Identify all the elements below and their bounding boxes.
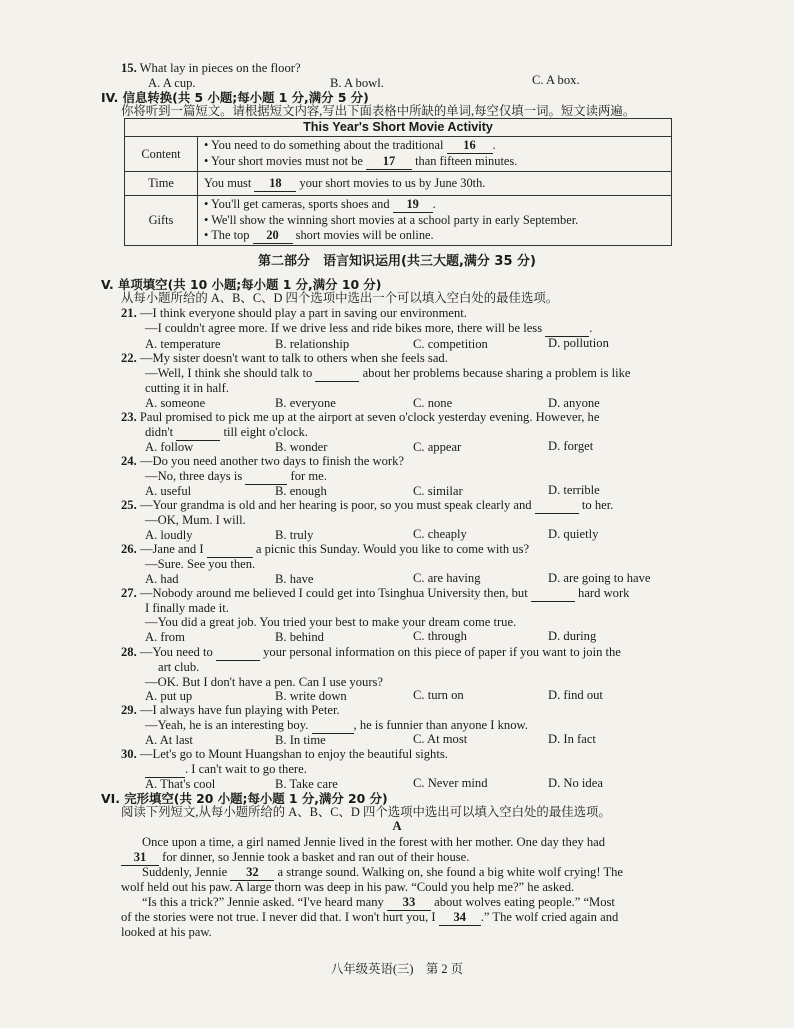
option-b: B. have (275, 572, 314, 586)
blank (312, 718, 354, 734)
option-a: A. put up (145, 689, 193, 703)
option-a: A. A cup. (148, 76, 196, 90)
option-d: D. terrible (548, 483, 600, 497)
option-d: D. In fact (548, 732, 596, 746)
section-5-instruction: 从每小题所给的 A、B、C、D 四个选项中选出一个可以填入空白处的最佳选项。 (121, 291, 559, 305)
question-21: 21. —I think everyone should play a part in saving our environment. (121, 306, 467, 320)
blank (531, 586, 575, 602)
option-c: C. turn on (413, 688, 464, 702)
blank-20: 20 (253, 228, 293, 244)
blank-31: 31 (121, 850, 159, 866)
option-b: B. A bowl. (330, 76, 384, 90)
option-c: C. At most (413, 732, 468, 746)
question-30: 30. —Let's go to Mount Huangshan to enjoy the beautiful sights. (121, 747, 448, 761)
section-4-title: IV. 信息转换(共 5 小题;每小题 1 分,满分 5 分) (101, 90, 369, 105)
blank (245, 469, 287, 485)
option-a: A. At last (145, 733, 193, 747)
option-c: C. similar (413, 484, 463, 498)
question-stem: What lay in pieces on the floor? (139, 61, 301, 75)
exam-page: 15. What lay in pieces on the floor? A. A cup. B. A bowl. C. A box. IV. 信息转换(共 5 小题;每小题 1 分,满分 5 分) 你将听到一篇短文。请根据短文内容,写出下面表格中所缺的单词,每空仅填一词。短文读两遍。 This Year's Short Movie Activity Content • You need to do something about the traditional 16 . • Your short movies must not be 17 than fifteen minutes. Time You must 18 your short movies to us by June 30th. Gifts • You'll get cameras, sports shoes and 19 . • We'll show the winning short movies at a school party in early September. • The top 20 short movies will be online. 第二部分 语言知识运用(共三大题,满分 35 分) V. 单项填空(共 10 小题;每小题 1 分,满分 10 分) 从每小题所给的 A、B、C、D 四个选项中选出一个可以填入空白处的最佳选项。 21. —I think everyone should play a part in saving our environment. —I couldn't agree more. If we drive less and ride bikes more, there will be less . A. temperature B. relationship C. competition D. pollution 22. —My sister doesn't want to talk to others when she feels sad. —Well, I think she should talk to about her problems because sharing a problem is like cutting it in half. A. someone B. everyone C. none D. anyone 23. Paul promised to pick me up at the airport at seven o'clock yesterday evening. However, he didn't till eight o'clock. A. follow B. wonder C. appear D. forget 24. —Do you need another two days to finish the work? —No, three days is for me. A. useful B. enough C. similar D. terrible 25. —Your grandma is old and her hearing is poor, so you must speak clearly and to her. —OK, Mum. I will. A. loudly B. truly C. cheaply D. quietly 26. —Jane and I a picnic this Sunday. Would you like to come with us? —Sure. See you then. A. had B. have C. are having D. are going to have 27. —Nobody around me believed I could get into Tsinghua University then, but hard work I finally made it. —You did a great job. You tried your best to make your dream come true. A. from B. behind C. through D. during 28. —You need to your personal information on this piece of paper if you want to join the art club. —OK. But I don't have a pen. Can I use yours? A. put up B. write down C. turn on D. find out 29. —I always have fun playing with Peter. —Yeah, he is an interesting boy. , he is funnier than anyone I know. A. At last B. In time C. At most D. In fact 30. —Let's go to Mount Huangshan to enjoy the beautiful sights. . I can't wait to go there. A. That's cool B. Take care C. Never mind D. No idea VI. 完形填空(共 20 小题;每小题 1 分,满分 20 分) 阅读下列短文,从每小题所给的 A、B、C、D 四个选项中选出可以填入空白处的最佳选项。 A Once upon a time, a girl named Jennie lived in the forest with her mother. One day they had 31 for dinner, so Jennie took a basket and ran out of their house. Suddenly, Jennie 32 a strange sound. Walking on, she found a big white wolf crying! The wolf held out his paw. A large thorn was deep in his paw. “Could you help me?” he asked. “Is this a trick?” Jennie asked. “I've heard many 33 about wolves eating people.” “Most of the stories were not true. I never did that. I won't hurt you, I 34 .” The wolf cried again and looked at his paw. 八年级英语(三) 第 2 页 (0, 0, 794, 1028)
blank-17: 17 (366, 154, 412, 170)
time-cell: You must 18 your short movies to us by June 30th. (198, 172, 672, 196)
option-c: C. cheaply (413, 527, 467, 541)
section-5-title: V. 单项填空(共 10 小题;每小题 1 分,满分 10 分) (101, 277, 382, 292)
question-22: 22. —My sister doesn't want to talk to others when she feels sad. (121, 351, 448, 365)
blank-32: 32 (230, 865, 274, 881)
gifts-label: Gifts (125, 196, 198, 246)
option-d: D. during (548, 629, 597, 643)
option-a: A. That's cool (145, 777, 216, 791)
section-6-title: VI. 完形填空(共 20 小题;每小题 1 分,满分 20 分) (101, 791, 388, 806)
short-movie-table (124, 118, 672, 246)
gifts-cell: • You'll get cameras, sports shoes and 19 . • We'll show the winning short movies at a school party in early September. • The top 20 short movies will be online. (198, 196, 672, 246)
option-a: A. temperature (145, 337, 221, 351)
option-b: B. write down (275, 689, 347, 703)
option-c: C. through (413, 629, 467, 643)
content-cell: • You need to do something about the traditional 16 . • Your short movies must not be 17 than fifteen minutes. (198, 137, 672, 172)
table-title: This Year's Short Movie Activity (125, 119, 672, 137)
blank (207, 542, 253, 558)
page-footer: 八年级英语(三) 第 2 页 (330, 962, 464, 976)
time-label: Time (125, 172, 198, 196)
option-a: A. follow (145, 440, 194, 454)
option-b: B. everyone (275, 396, 336, 410)
blank-33: 33 (387, 895, 431, 911)
passage-line: “Is this a trick?” Jennie asked. “I've heard many 33 about wolves eating people.” “Most (142, 895, 615, 909)
option-d: D. quietly (548, 527, 599, 541)
blank (545, 321, 589, 337)
question-25: 25. —Your grandma is old and her hearing is poor, so you must speak clearly and to her. (121, 498, 614, 512)
option-b: B. behind (275, 630, 324, 644)
option-c: C. are having (413, 571, 481, 585)
question-27: 27. —Nobody around me believed I could get into Tsinghua University then, but hard work (121, 586, 630, 600)
question-24: 24. —Do you need another two days to finish the work? (121, 454, 404, 468)
option-a: A. someone (145, 396, 206, 410)
option-a: A. had (145, 572, 179, 586)
blank (176, 425, 220, 441)
question-23: 23. Paul promised to pick me up at the airport at seven o'clock yesterday evening. However, he (121, 410, 600, 424)
question-15 (121, 61, 301, 76)
part-2-title: 第二部分 语言知识运用(共三大题,满分 35 分) (258, 254, 536, 269)
blank (145, 762, 185, 778)
option-d: D. find out (548, 688, 603, 702)
option-b: B. truly (275, 528, 314, 542)
option-b: B. Take care (275, 777, 338, 791)
passage-line: Suddenly, Jennie 32 a strange sound. Walking on, she found a big white wolf crying! The (142, 865, 624, 879)
option-d: D. forget (548, 439, 594, 453)
option-b: B. enough (275, 484, 327, 498)
question-29: 29. —I always have fun playing with Peter. (121, 703, 340, 717)
passage-label: A (392, 819, 402, 833)
option-c: C. A box. (532, 73, 580, 87)
option-d: D. No idea (548, 776, 603, 790)
section-6-instruction: 阅读下列短文,从每小题所给的 A、B、C、D 四个选项中选出可以填入空白处的最佳选项。 (121, 805, 611, 819)
option-b: B. wonder (275, 440, 328, 454)
option-d: D. anyone (548, 396, 600, 410)
option-b: B. relationship (275, 337, 350, 351)
question-28: 28. —You need to your personal information on this piece of paper if you want to join the (121, 645, 621, 659)
option-c: C. appear (413, 440, 462, 454)
blank (216, 645, 260, 661)
option-d: D. are going to have (548, 571, 651, 585)
option-d: D. pollution (548, 336, 609, 350)
blank (535, 498, 579, 514)
passage-line: looked at his paw. (121, 925, 212, 939)
passage-line: Once upon a time, a girl named Jennie lived in the forest with her mother. One day they had (142, 835, 606, 849)
option-b: B. In time (275, 733, 326, 747)
question-26: 26. —Jane and I a picnic this Sunday. Would you like to come with us? (121, 542, 530, 556)
passage-line: of the stories were not true. I never did that. I won't hurt you, I 34 .” The wolf cried again and (121, 910, 619, 924)
option-c: C. none (413, 396, 453, 410)
option-a: A. from (145, 630, 185, 644)
option-c: C. Never mind (413, 776, 488, 790)
passage-line: wolf held out his paw. A large thorn was deep in his paw. “Could you help me?” he asked. (121, 880, 575, 894)
content-label: Content (125, 137, 198, 172)
section-4-instruction: 你将听到一篇短文。请根据短文内容,写出下面表格中所缺的单词,每空仅填一词。短文读两遍。 (121, 104, 636, 118)
blank-34: 34 (439, 910, 481, 926)
blank-18: 18 (254, 176, 296, 192)
question-number: 15. (121, 61, 137, 75)
blank-16: 16 (447, 138, 493, 154)
passage-line: 31 for dinner, so Jennie took a basket and ran out of their house. (121, 850, 469, 866)
option-a: A. useful (145, 484, 192, 498)
blank-19: 19 (393, 197, 433, 213)
option-a: A. loudly (145, 528, 193, 542)
blank (315, 366, 359, 382)
option-c: C. competition (413, 337, 488, 351)
